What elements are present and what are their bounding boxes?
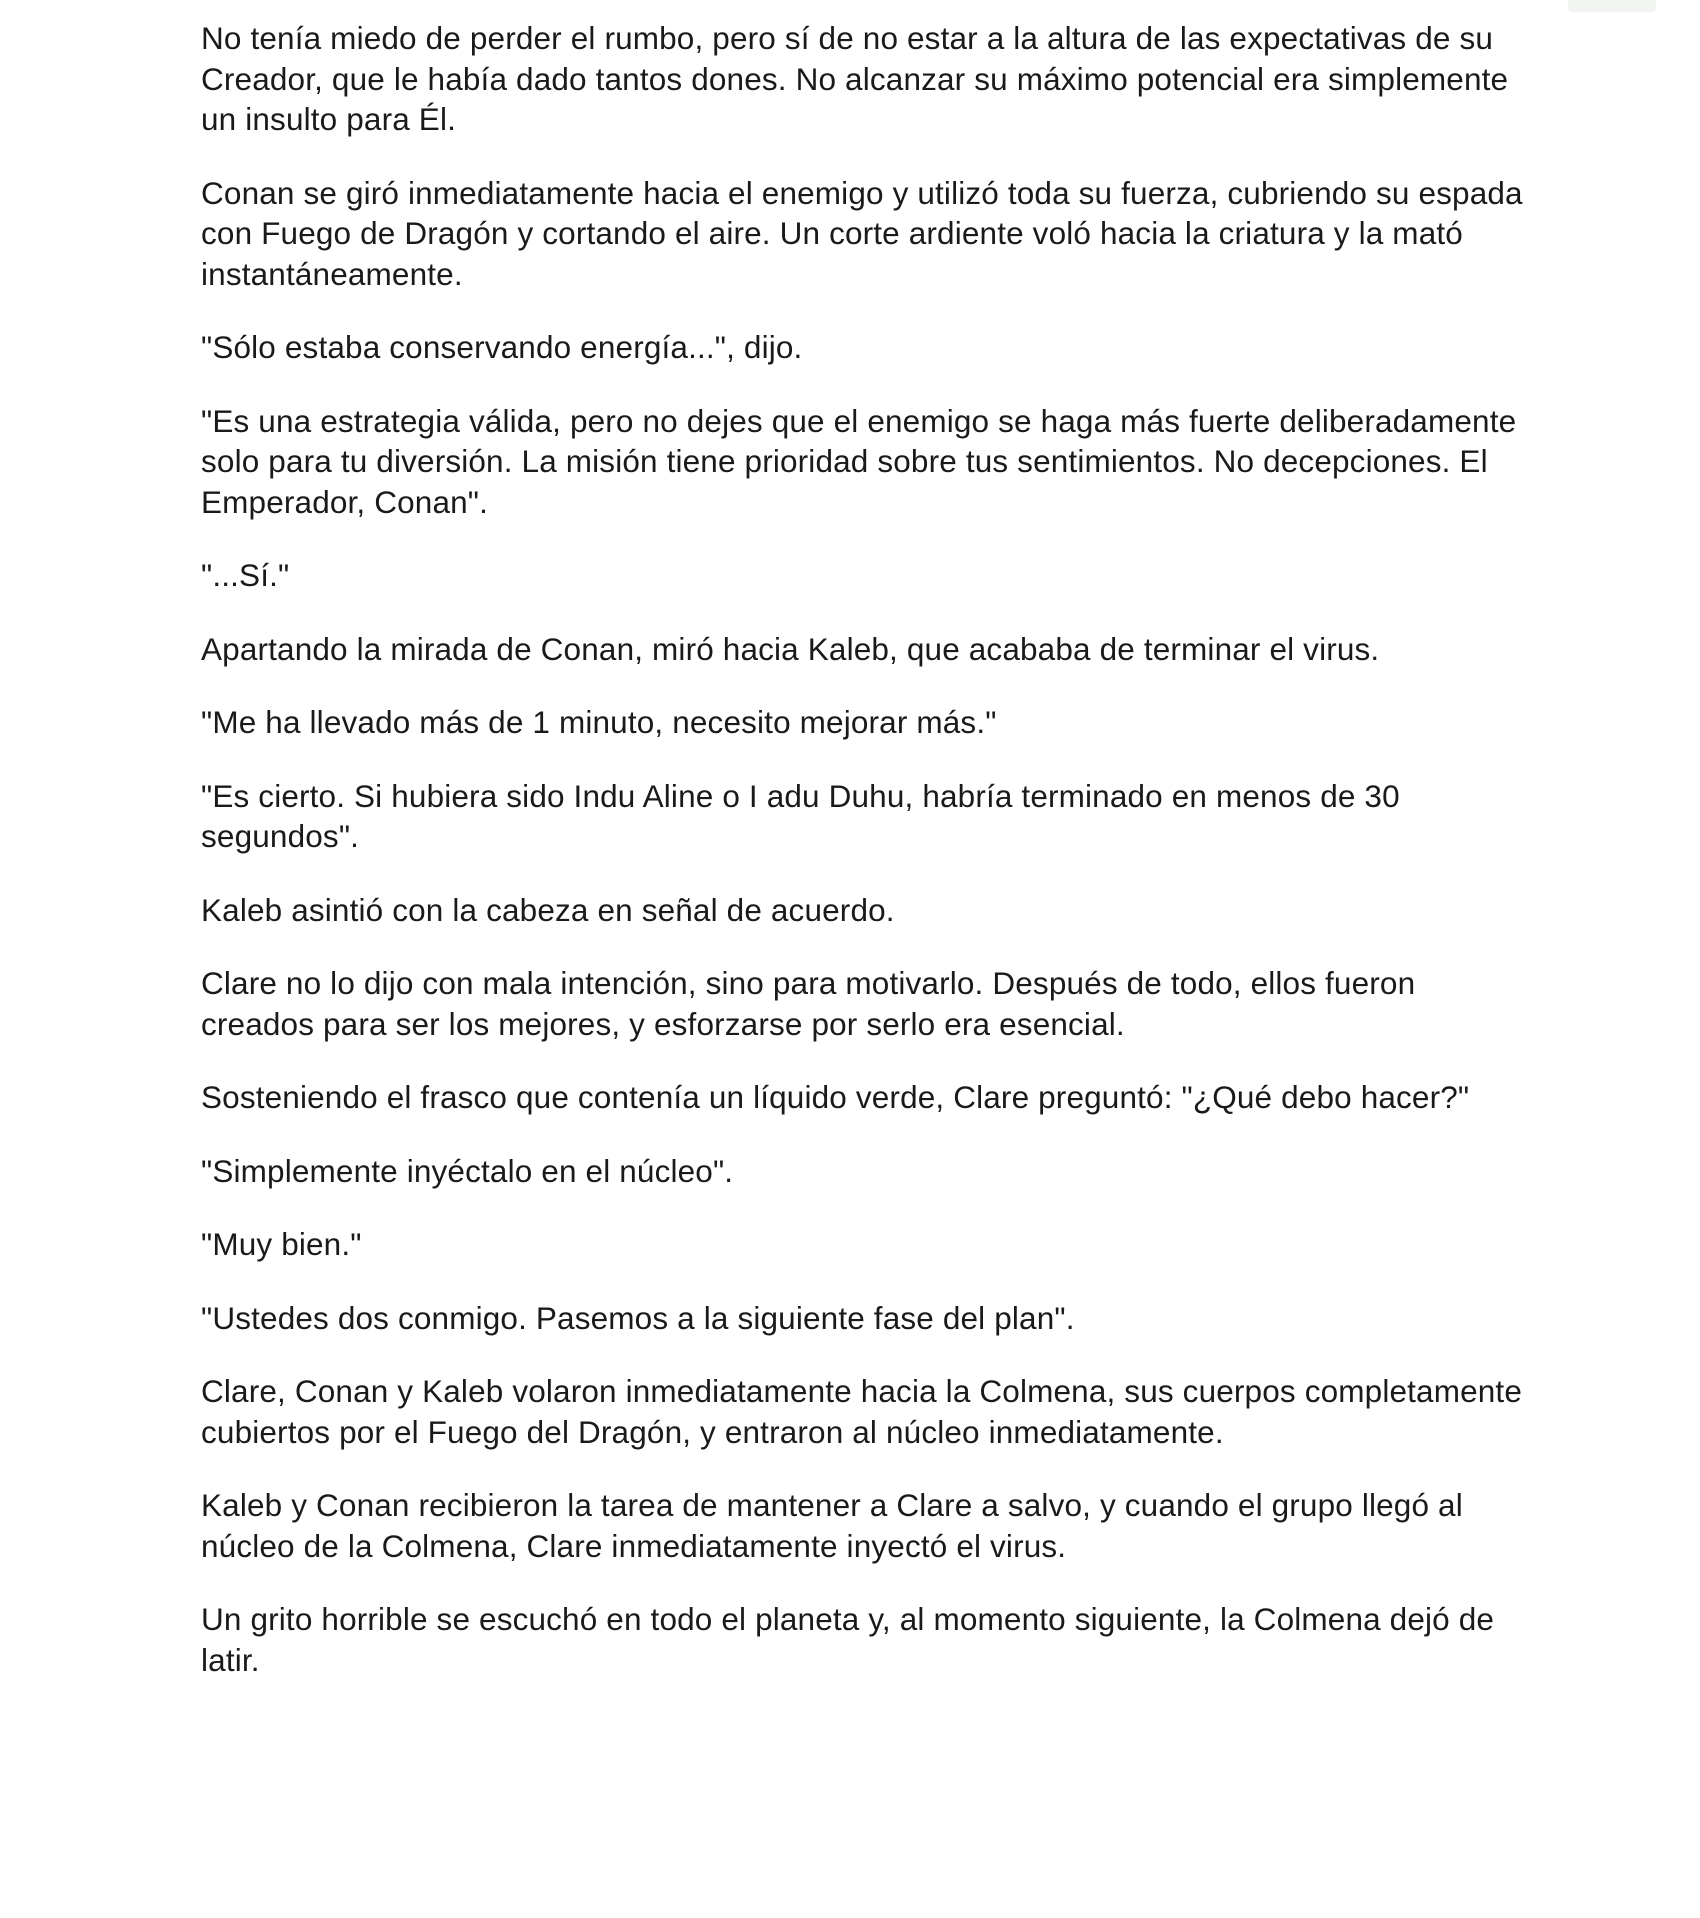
paragraph: "Ustedes dos conmigo. Pasemos a la siguiente fase del plan". <box>201 1299 1075 1336</box>
paragraph: Sosteniendo el frasco que contenía un líquido verde, Clare preguntó: "¿Qué debo hacer?" <box>201 1079 1470 1115</box>
paragraph: Apartando la mirada de Conan, miró hacia Kaleb, que acababa de terminar el virus. <box>201 630 1380 667</box>
paragraph: Kaleb asintió con la cabeza en señal de acuerdo. <box>201 891 895 928</box>
paragraph: Un grito horrible se escuchó en todo el planeta y, al momento siguiente, la Colmena dejó de latir. <box>201 1601 1495 1678</box>
paragraph: "Muy bien." <box>201 1226 362 1262</box>
paragraph: "Sólo estaba conservando energía...", dijo. <box>201 329 803 365</box>
paragraph: Clare no lo dijo con mala intención, sino para motivarlo. Después de todo, ellos fueron creados para ser los mejores, y esforzarse por serlo era esencial. <box>201 965 1416 1042</box>
paragraph: Clare, Conan y Kaleb volaron inmediatamente hacia la Colmena, sus cuerpos completamente cubiertos por el Fuego del Dragón, y entraron al núcleo inmediatamente. <box>201 1373 1523 1450</box>
paragraph: Conan se giró inmediatamente hacia el enemigo y utilizó toda su fuerza, cubriendo su espada con Fuego de Dragón y cortando el aire. Un corte ardiente voló hacia la criatura y la mató instantáneamente. <box>201 174 1523 292</box>
paragraph: "Me ha llevado más de 1 minuto, necesito mejorar más." <box>201 704 997 740</box>
document-page <box>201 18 1531 1713</box>
paragraph: No tenía miedo de perder el rumbo, pero sí de no estar a la altura de las expectativas de su Creador, que le había dado tantos dones. No alcanzar su máximo potencial era simplemente un insulto para Él. <box>201 20 1509 137</box>
paragraph: "Es una estrategia válida, pero no dejes que el enemigo se haga más fuerte deliberadamente solo para tu diversión. La misión tiene prioridad sobre tus sentimientos. No decepciones. El Emperador, Conan". <box>201 402 1517 520</box>
page-corner-tab <box>1568 0 1656 12</box>
paragraph: "...Sí." <box>201 557 290 593</box>
paragraph: "Es cierto. Si hubiera sido Indu Aline o I adu Duhu, habría terminado en menos de 30 segundos". <box>201 777 1400 854</box>
paragraph: "Simplemente inyéctalo en el núcleo". <box>201 1152 734 1189</box>
paragraph: Kaleb y Conan recibieron la tarea de mantener a Clare a salvo, y cuando el grupo llegó al núcleo de la Colmena, Clare inmediatamente inyectó el virus. <box>201 1487 1463 1564</box>
